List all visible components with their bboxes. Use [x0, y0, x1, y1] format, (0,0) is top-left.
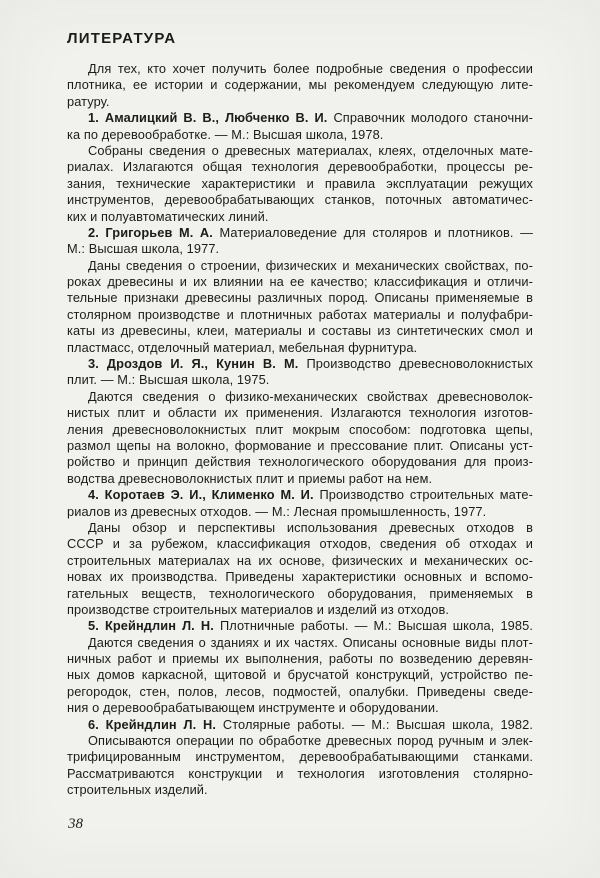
text-line: столярном производстве и плотничных работах материалы и полуфабри- [67, 306, 533, 322]
text-line: 3. Дроздов И. Я., Кунин В. М. Производство древесноволокнистых [88, 356, 533, 372]
page-title: ЛИТЕРАТУРА [67, 30, 177, 47]
page-number: 38 [68, 816, 83, 832]
text-line: Даны сведения о строении, физических и механических свойствах, по- [88, 257, 533, 273]
text-line: ких и полуавтоматических линий. [67, 208, 269, 224]
text-line: трифицированным инструментом, деревообрабатывающими станками. [67, 749, 533, 765]
text-line: ничных работ и приемы их выполнения, работы по возведению деревян- [67, 651, 533, 667]
text-line: нистых плит и области их применения. Излагаются технология изготов- [67, 405, 533, 421]
text-line: ления древесноволокнистых плит мокрым способом: подготовка щепы, [67, 421, 533, 437]
entry-5-description [67, 635, 533, 717]
text-line: роках древесины и их влиянии на ее качество; классификация и отличи- [67, 274, 533, 290]
text-line: 1. Амалицкий В. В., Любченко В. И. Справочник молодого станочни- [88, 110, 533, 126]
entry-1-description [67, 143, 533, 225]
text-line: водства древесноволокнистых плит и приемы работ на нем. [67, 470, 433, 486]
text-line: 5. Крейндлин Л. Н. Плотничные работы. — М.: Высшая школа, 1985. [88, 618, 533, 634]
text-line: плотника, ее истории и содержании, мы рекомендуем следующую лите- [67, 77, 533, 93]
entry-5-title [67, 618, 533, 634]
text-line: ния о деревообрабатывающем инструменте и оборудовании. [67, 700, 439, 716]
entry-author-bold: 1. Амалицкий В. В., Любченко В. И. [88, 110, 328, 126]
entry-2-title [67, 225, 533, 258]
text-line: пластмасс, отделочный материал, мебельная фурнитура. [67, 339, 418, 355]
entry-3-description [67, 389, 533, 487]
text-line: зания, технические характеристики и правила эксплуатации режущих [67, 175, 533, 191]
text-line: тельные признаки древесины различных пород. Описаны применяемые в [67, 290, 533, 306]
text-line: риалов из древесных отходов. — М.: Лесная промышленность, 1977. [67, 503, 487, 519]
entry-2-description [67, 258, 533, 356]
intro-paragraph [67, 61, 533, 110]
text-line: Собраны сведения о древесных материалах, клеях, отделочных мате- [88, 142, 533, 158]
entry-author-bold: 6. Крейндлин Л. Н. [88, 716, 217, 732]
text-line: регородок, стен, полов, лесов, подмостей, опалубки. Приведены сведе- [67, 683, 533, 699]
text-line: М.: Высшая школа, 1977. [67, 241, 220, 257]
text-blocks [67, 61, 533, 799]
text-line: Даются сведения о физико-механических свойствах древесноволок- [88, 388, 533, 404]
text-line: ройство и принцип действия технологического оборудования для произ- [67, 454, 533, 470]
entry-6-title [67, 717, 533, 733]
text-line: размол щепы на волокно, формование и прессование плит. Описаны уст- [67, 437, 533, 453]
text-line: ратуру. [67, 93, 110, 109]
text-line: Описываются операции по обработке древесных пород ручным и элек- [88, 733, 533, 749]
text-line: Для тех, кто хочет получить более подробные сведения о профессии [88, 61, 533, 76]
text-line: каты из древесины, клеи, материалы и составы из синтетических смол и [67, 323, 533, 339]
text-line: Даны обзор и перспективы использования древесных отходов в [88, 519, 533, 535]
entry-author-bold: 2. Григорьев М. А. [88, 224, 213, 240]
text-line: СССР и за рубежом, классификация отходов, сведения об отходах и [67, 536, 533, 552]
text-line: строительных материалах на их основе, физических и механических ос- [67, 552, 533, 568]
text-line: строительных изделий. [67, 782, 208, 798]
entry-4-description [67, 520, 533, 618]
entry-author-bold: 5. Крейндлин Л. Н. [88, 618, 214, 634]
text-line: 6. Крейндлин Л. Н. Столярные работы. — М.: Высшая школа, 1982. [88, 716, 533, 732]
entry-3-title [67, 356, 533, 389]
text-line: новах их производства. Приведены характеристики основных и вспомо- [67, 569, 533, 585]
entry-4-title [67, 487, 533, 520]
text-line: ных домов каркасной, щитовой и брусчатой конструкций, устройство пе- [67, 667, 533, 683]
text-line: инструментов, деревообрабатывающих станков, поточных автоматичес- [67, 192, 533, 208]
text-line: 4. Коротаев Э. И., Клименко М. И. Производство строительных мате- [88, 487, 533, 503]
entry-author-bold: 3. Дроздов И. Я., Кунин В. М. [88, 356, 299, 372]
text-line: риалах. Излагаются общая технология деревообработки, процессы ре- [67, 159, 533, 175]
text-line: 2. Григорьев М. А. Материаловедение для столяров и плотников. — [88, 224, 533, 240]
text-line: Даются сведения о зданиях и их частях. Описаны основные виды плот- [88, 634, 533, 650]
text-line: ка по деревообработке. — М.: Высшая школа, 1978. [67, 126, 384, 142]
entry-1-title [67, 110, 533, 143]
entry-author-bold: 4. Коротаев Э. И., Клименко М. И. [88, 487, 314, 503]
text-line: плит. — М.: Высшая школа, 1975. [67, 372, 270, 388]
text-line: гательных веществ, технологического оборудования, применяемых в [67, 585, 533, 601]
text-line: Рассматриваются конструкции и технология изготовления столярно- [67, 765, 533, 781]
text-line: производстве строительных материалов и изделий из отходов. [67, 601, 450, 617]
entry-6-description [67, 733, 533, 799]
